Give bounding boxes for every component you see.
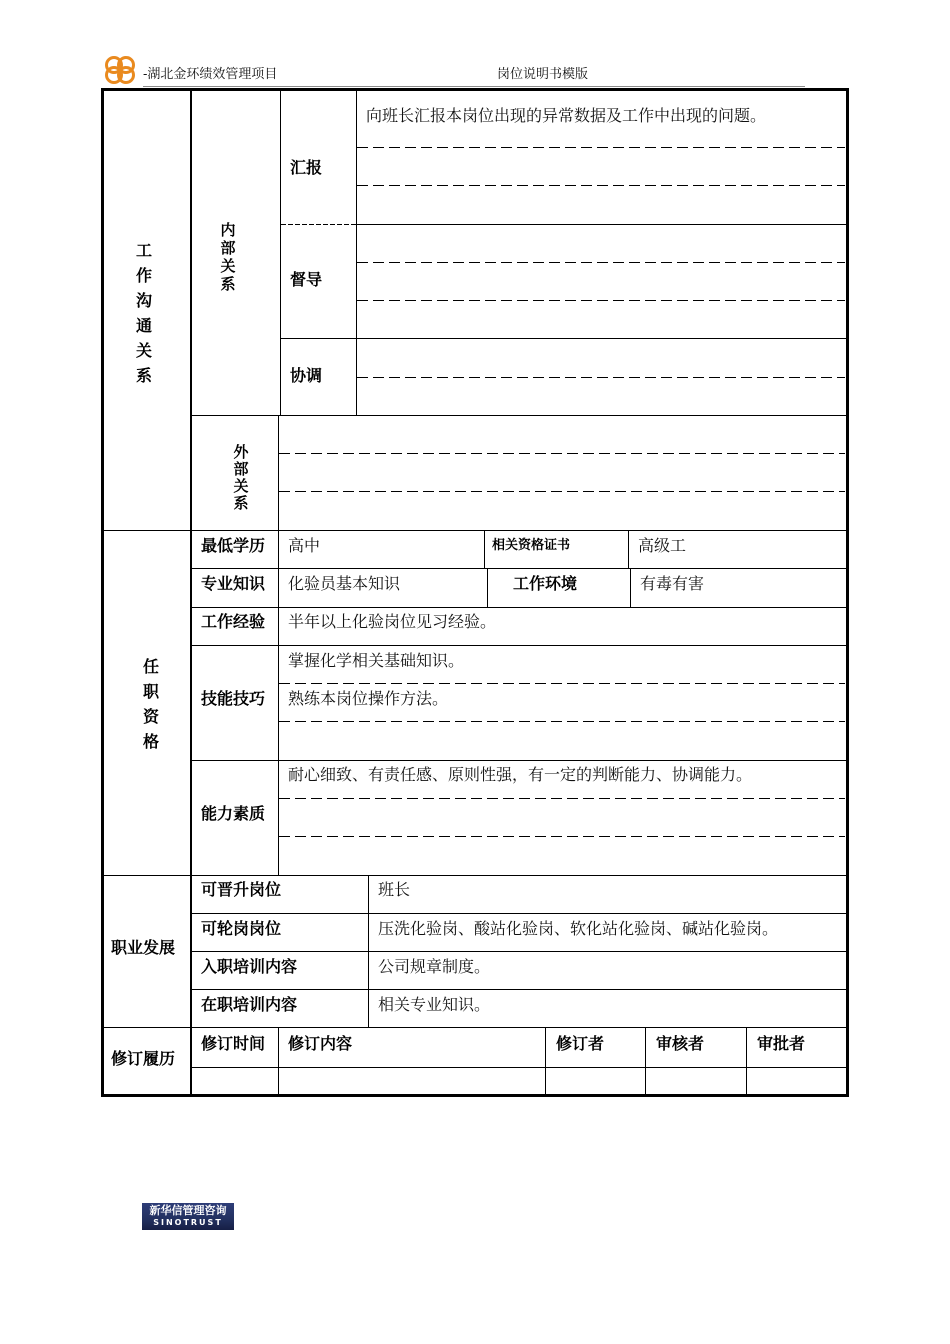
certificate-label: 相关资格证书 [492, 538, 571, 553]
row-rule [191, 760, 849, 761]
footer-logo [142, 1203, 234, 1230]
column-rule [746, 1027, 747, 1097]
internal-relations-label: 内部关系 [220, 221, 236, 293]
column-rule [280, 88, 281, 415]
revision-column-header: 审批者 [757, 1034, 806, 1053]
header-doc-type: 岗位说明书模版 [497, 67, 589, 82]
skills-line: 掌握化学相关基础知识。 [288, 651, 465, 670]
footer-logo-name-en: SINOTRUST [153, 1218, 223, 1227]
career-row-value: 相关专业知识。 [378, 995, 491, 1014]
writing-line [279, 683, 845, 684]
education-label: 最低学历 [201, 536, 266, 555]
column-rule [278, 530, 279, 875]
company-logo-icon [100, 55, 140, 87]
row-rule [356, 224, 849, 225]
writing-line [357, 147, 845, 148]
skills-line: 熟练本岗位操作方法。 [288, 689, 449, 708]
revision-column-header: 修订时间 [201, 1034, 266, 1053]
writing-line [357, 377, 845, 378]
column-rule [545, 1027, 546, 1097]
row-rule [191, 989, 849, 990]
header-project: -湖北金环绩效管理项目 [143, 67, 278, 82]
career-row-value: 班长 [378, 880, 411, 899]
row-rule [191, 1067, 849, 1068]
career-row-label: 可晋升岗位 [201, 880, 282, 899]
row-rule-dashed [281, 224, 356, 225]
career-row-value: 压洗化验岗、酸站化验岗、软化站化验岗、碱站化验岗。 [378, 919, 779, 938]
section-label-career: 职业发展 [111, 938, 176, 957]
section-rule [101, 1027, 849, 1028]
career-row-label: 可轮岗岗位 [201, 919, 282, 938]
revision-column-header: 修订内容 [288, 1034, 353, 1053]
row-rule [191, 913, 849, 914]
abilities-line: 耐心细致、有责任感、原则性强，有一定的判断能力、协调能力。 [288, 765, 753, 784]
section-label-qualifications: 任职资格 [143, 657, 160, 751]
row-rule [191, 607, 849, 608]
column-rule [630, 568, 631, 607]
row-rule [191, 568, 849, 569]
section-rule [101, 530, 849, 531]
footer-logo-name: 新华信管理咨询 [149, 1204, 227, 1217]
column-rule [278, 1027, 279, 1097]
writing-line [279, 491, 845, 492]
writing-line [357, 300, 845, 301]
external-relations-label: 外部关系 [233, 443, 249, 512]
knowledge-value: 化验员基本知识 [288, 574, 401, 593]
career-row-label: 入职培训内容 [201, 957, 298, 976]
skills-label: 技能技巧 [201, 689, 266, 708]
report-text: 向班长汇报本岗位出现的异常数据及工作中出现的问题。 [366, 106, 767, 125]
education-value: 高中 [288, 536, 321, 555]
row-rule [191, 415, 849, 416]
job-description-table [101, 88, 849, 1097]
section-label-communication: 工作沟通关系 [136, 241, 153, 385]
revision-column-header: 修订者 [556, 1034, 605, 1053]
abilities-label: 能力素质 [201, 804, 266, 823]
experience-label: 工作经验 [201, 612, 266, 631]
revision-column-header: 审核者 [656, 1034, 705, 1053]
knowledge-label: 专业知识 [201, 574, 266, 593]
section-rule [101, 875, 849, 876]
section-label-revision: 修订履历 [111, 1049, 176, 1068]
certificate-value: 高级工 [638, 536, 687, 555]
column-rule [190, 88, 192, 1097]
career-row-label: 在职培训内容 [201, 995, 298, 1014]
report-label: 汇报 [290, 158, 323, 177]
supervise-label: 督导 [290, 270, 323, 289]
writing-line [279, 453, 845, 454]
header-underline [143, 86, 805, 87]
row-rule [280, 338, 849, 339]
writing-line [357, 185, 845, 186]
column-rule [487, 568, 488, 607]
experience-value: 半年以上化验岗位见习经验。 [288, 612, 497, 631]
environment-label: 工作环境 [513, 574, 578, 593]
column-rule [628, 530, 629, 568]
column-rule [356, 88, 357, 415]
column-rule [484, 530, 485, 568]
writing-line [279, 721, 845, 722]
career-row-value: 公司规章制度。 [378, 957, 491, 976]
row-rule [191, 645, 849, 646]
column-rule [645, 1027, 646, 1097]
coordinate-label: 协调 [290, 366, 323, 385]
header-logo [100, 55, 140, 87]
row-rule [191, 951, 849, 952]
environment-value: 有毒有害 [640, 574, 705, 593]
writing-line [279, 798, 845, 799]
writing-line [279, 836, 845, 837]
column-rule [278, 415, 279, 530]
writing-line [357, 262, 845, 263]
